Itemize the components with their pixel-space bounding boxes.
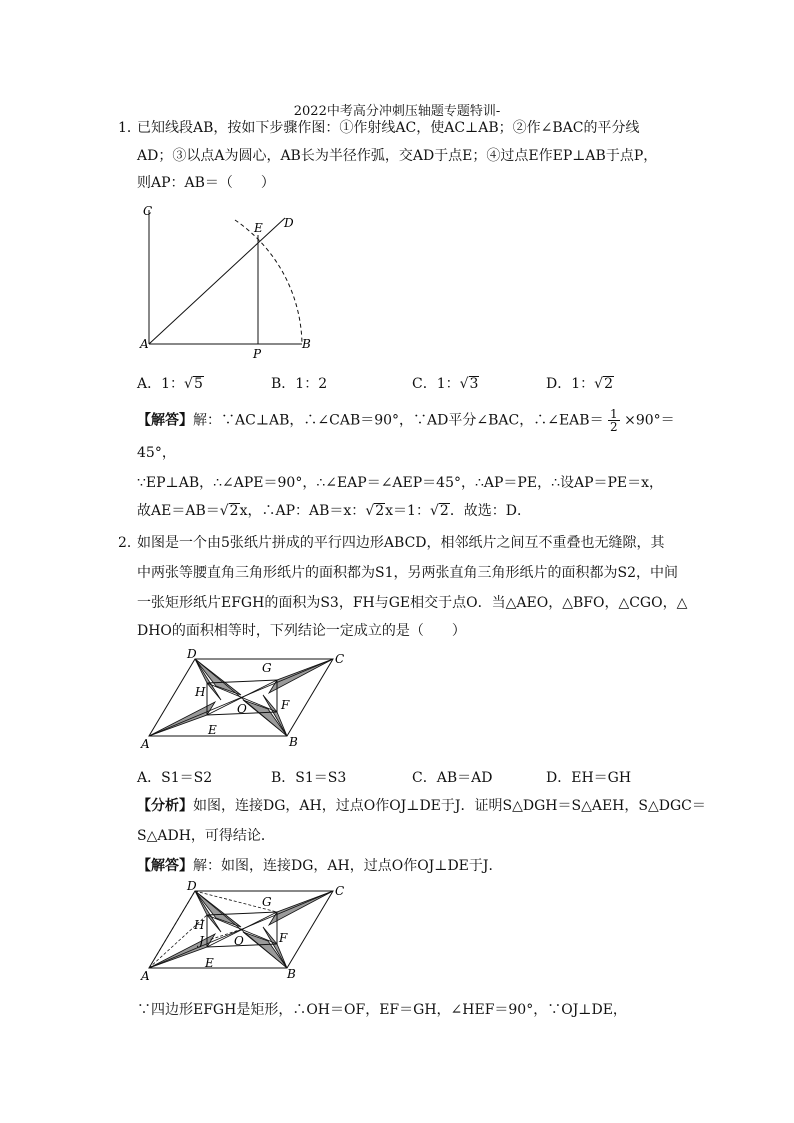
q1-option-c-text: C．1：: [412, 376, 460, 392]
q1-answer-tag: 【解答】: [137, 412, 193, 429]
q1-option-c-radicand: 3: [469, 376, 479, 392]
q1-answer-radicand-3: 2: [439, 503, 449, 519]
q1-number: 1．: [118, 120, 141, 136]
q2-analysis-tag: 【分析】: [137, 798, 193, 814]
q2-fig2-label-f: F: [279, 931, 288, 945]
q2-fig2-label-h: H: [194, 918, 205, 932]
q1-label-a: A: [140, 337, 149, 351]
q2-text-line-4: DHO的面积相等时，下列结论一定成立的是（ ）: [137, 623, 466, 639]
q2-figure-1: [137, 646, 357, 754]
q1-answer-line-4-d: ．故选：D．: [449, 503, 532, 519]
q1-fraction-denominator: 2: [610, 420, 618, 434]
q1-answer-radicand-2: 2: [375, 503, 385, 519]
q2-number: 2．: [118, 535, 141, 551]
q1-option-a-radicand: 5: [193, 376, 203, 392]
q1-option-c[interactable]: C．1：√3: [412, 376, 479, 392]
q2-text-line-3: 一张矩形纸片EFGH的面积为S3，FH与GE相交于点O．当△AEO，△BFO，△CGO，△: [137, 595, 688, 611]
q2-fig2-label-g: G: [262, 895, 272, 909]
q2-analysis-text-1: 如图，连接DG，AH，过点O作OJ⊥DE于J．证明S△DGH＝S△AEH，S△DGC＝: [193, 798, 706, 814]
q1-option-a-text: A．1：: [137, 376, 185, 392]
q1-answer-line-1: [137, 408, 675, 433]
q1-text-line-2: AD；③以点A为圆心，AB长为半径作弧，交AD于点E；④过点E作EP⊥AB于点P，: [137, 148, 658, 164]
q1-option-a[interactable]: A．1：√5: [137, 376, 203, 392]
q2-answer-text-1: 解：如图，连接DG，AH，过点O作OJ⊥DE于J．: [193, 858, 503, 874]
q1-fraction-numerator: 1: [610, 407, 618, 421]
q2-analysis-line-2: S△ADH，可得结论．: [137, 828, 275, 844]
q1-answer-line-4: 故AE＝AB＝√2x，∴AP：AB＝x：√2x＝1：√2．故选：D．: [137, 503, 532, 519]
q2-fig2-label-a: A: [141, 969, 150, 983]
q1-answer-line-4-a: 故AE＝AB＝: [137, 503, 220, 519]
q2-fig1-label-a: A: [141, 737, 150, 751]
q2-fig1-label-h: H: [195, 685, 206, 699]
q1-text-line-1: 已知线段AB，按如下步骤作图：①作射线AC，使AC⊥AB；②作∠BAC的平分线: [137, 120, 640, 136]
q2-fig1-label-b: B: [289, 735, 298, 749]
q1-label-b: B: [302, 337, 311, 351]
page-title: 2022中考高分冲刺压轴题专题特训-: [293, 104, 501, 119]
q2-fig1-label-e: E: [208, 723, 217, 737]
q1-option-d-text: D．1：: [546, 376, 595, 392]
q1-label-p: P: [253, 347, 262, 361]
q1-option-b[interactable]: B．1：2: [271, 376, 328, 392]
q2-fig1-label-g: G: [262, 661, 272, 675]
q1-answer-radicand-1: 2: [229, 503, 239, 519]
q1-answer-line-4-b: x，∴AP：AB＝x：: [239, 503, 366, 519]
q1-label-c: C: [143, 204, 153, 218]
q2-fig1-label-d: D: [187, 647, 197, 661]
q2-option-d[interactable]: D．EH＝GH: [546, 770, 632, 786]
q2-text-line-2: 中两张等腰直角三角形纸片的面积都为S1，另两张直角三角形纸片的面积都为S2，中间: [137, 565, 678, 581]
q2-analysis-line-1: [137, 796, 706, 816]
q1-answer-line-1-a: 解：∵AC⊥AB，∴∠CAB＝90°，∵AD平分∠BAC，∴∠EAB＝: [193, 412, 604, 429]
q2-fig1-label-f: F: [281, 698, 290, 712]
q1-answer-line-1-b: ×90°＝: [624, 412, 675, 429]
q2-fig2-label-c: C: [335, 884, 345, 898]
q1-answer-line-2: 45°，: [137, 445, 176, 461]
q2-fig2-label-e: E: [205, 956, 214, 970]
q2-fig2-label-j: J: [199, 934, 204, 948]
q1-text-line-3: 则AP：AB＝（ ）: [137, 175, 275, 191]
q2-answer-line-2: ∵四边形EFGH是矩形，∴OH＝OF，EF＝GH，∠HEF＝90°，∵OJ⊥DE，: [137, 1002, 627, 1018]
q1-answer-line-4-c: x＝1：: [385, 503, 430, 519]
q2-option-c[interactable]: C．AB＝AD: [412, 770, 493, 786]
q1-figure: [137, 198, 327, 363]
q2-figure-2: [137, 878, 357, 986]
q2-answer-line-1: [137, 856, 503, 876]
q2-fig2-label-b: B: [287, 967, 296, 981]
q1-answer-fraction: [608, 408, 620, 433]
q1-label-e: E: [254, 221, 263, 235]
q2-fig1-label-o: O: [237, 702, 247, 716]
q1-option-d[interactable]: D．1：√2: [546, 376, 613, 392]
q2-option-a[interactable]: A．S1＝S2: [137, 770, 213, 786]
q2-fig2-label-o: O: [234, 934, 244, 948]
q2-fig2-label-d: D: [187, 879, 197, 893]
q1-label-d: D: [284, 216, 294, 230]
q2-text-line-1: 如图是一个由5张纸片拼成的平行四边形ABCD，相邻纸片之间互不重叠也无缝隙，其: [137, 535, 665, 551]
q2-answer-tag: 【解答】: [137, 858, 193, 874]
q2-fig1-label-c: C: [335, 652, 345, 666]
q1-answer-line-3: ∵EP⊥AB，∴∠APE＝90°，∴∠EAP＝∠AEP＝45°，∴AP＝PE，∴设AP＝PE＝x，: [137, 475, 664, 491]
q1-option-d-radicand: 2: [604, 376, 613, 392]
q2-option-b[interactable]: B．S1＝S3: [271, 770, 347, 786]
